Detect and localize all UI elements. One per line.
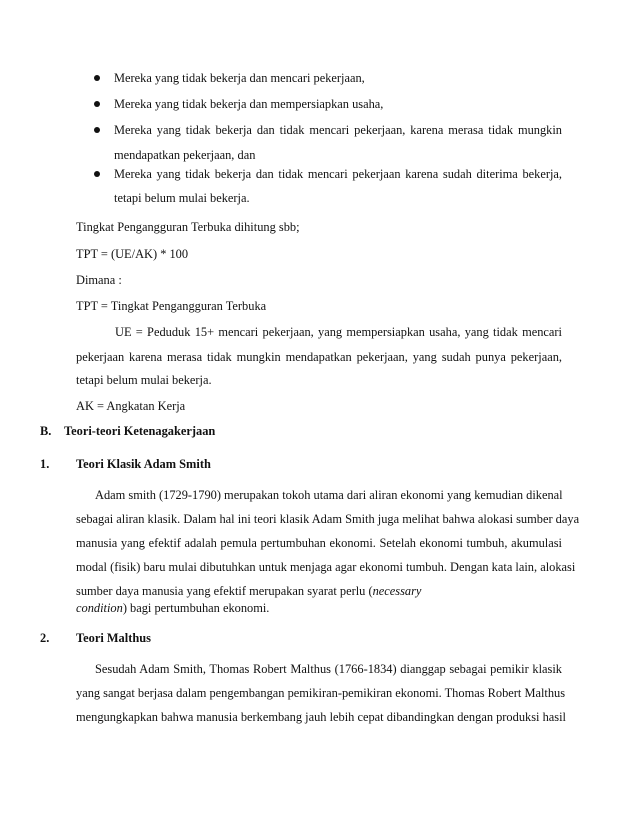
bullet-item-4: Mereka yang tidak bekerja dan tidak mencari pekerjaan karena sudah diterima bekerja,	[114, 167, 562, 181]
ak-definition: AK = Angkatan Kerja	[76, 399, 186, 413]
bullet-dot	[94, 171, 100, 177]
subsection-2-marker: 2.	[40, 631, 50, 645]
paragraph-line	[76, 600, 269, 616]
tpt-definition: TPT = Tingkat Pengangguran Terbuka	[76, 299, 267, 313]
paragraph-line: yang sangat berjasa dalam pengembangan pemikiran-pemikiran ekonomi. Thomas Robert Malthus	[76, 686, 566, 700]
bullet-item-3: Mereka yang tidak bekerja dan tidak mencari pekerjaan, karena merasa tidak mungkin	[114, 123, 562, 137]
paragraph-line: modal (fisik) baru mulai dibutuhkan untuk menjaga agar ekonomi tumbuh. Dengan kata lain, alokasi	[76, 560, 576, 574]
bullet-dot	[94, 127, 100, 133]
paragraph-line: manusia yang efektif adalah pemula pertumbuhan ekonomi. Setelah ekonomi tumbuh, akumulasi	[76, 536, 562, 550]
ue-definition-line-2: pekerjaan karena merasa tidak mungkin mendapatkan pekerjaan, yang sudah punya pekerjaan,	[76, 350, 562, 364]
subsection-1-marker: 1.	[40, 457, 50, 471]
section-b-marker: B.	[40, 424, 52, 438]
subsection-1-title: Teori Klasik Adam Smith	[76, 457, 211, 471]
ue-definition-line-1: UE = Peduduk 15+ mencari pekerjaan, yang mempersiapkan usaha, yang tidak mencari	[115, 325, 562, 339]
bullet-dot	[94, 101, 100, 107]
subsection-2-title: Teori Malthus	[76, 631, 151, 645]
ue-definition-line-3: tetapi belum mulai bekerja.	[76, 373, 212, 387]
bullet-item-3-cont: mendapatkan pekerjaan, dan	[114, 148, 256, 162]
tpt-intro: Tingkat Pengangguran Terbuka dihitung sbb;	[76, 220, 300, 234]
bullet-item-4-cont: tetapi belum mulai bekerja.	[114, 191, 250, 205]
paragraph-line: sebagai aliran klasik. Dalam hal ini teori klasik Adam Smith juga melihat bahwa alokasi sumber daya	[76, 512, 580, 526]
paragraph-text: ) bagi pertumbuhan ekonomi.	[122, 601, 270, 615]
paragraph-text: sumber daya manusia yang efektif merupakan syarat perlu (	[76, 584, 373, 598]
tpt-formula: TPT = (UE/AK) * 100	[76, 247, 189, 261]
bullet-dot	[94, 75, 100, 81]
paragraph-line	[76, 583, 421, 599]
bullet-item-2: Mereka yang tidak bekerja dan mempersiapkan usaha,	[114, 97, 384, 111]
paragraph-line: Adam smith (1729-1790) merupakan tokoh utama dari aliran ekonomi yang kemudian dikenal	[95, 488, 563, 502]
paragraph-line: mengungkapkan bahwa manusia berkembang jauh lebih cepat dibandingkan dengan produksi hasil	[76, 710, 566, 724]
paragraph-line: Sesudah Adam Smith, Thomas Robert Malthus (1766-1834) dianggap sebagai pemikir klasik	[95, 662, 562, 676]
section-b-title: Teori-teori Ketenagakerjaan	[64, 424, 216, 438]
italic-term: necessary	[372, 584, 422, 598]
bullet-item-1: Mereka yang tidak bekerja dan mencari pekerjaan,	[114, 71, 365, 85]
italic-term: condition	[76, 601, 123, 615]
tpt-dimana: Dimana :	[76, 273, 122, 287]
